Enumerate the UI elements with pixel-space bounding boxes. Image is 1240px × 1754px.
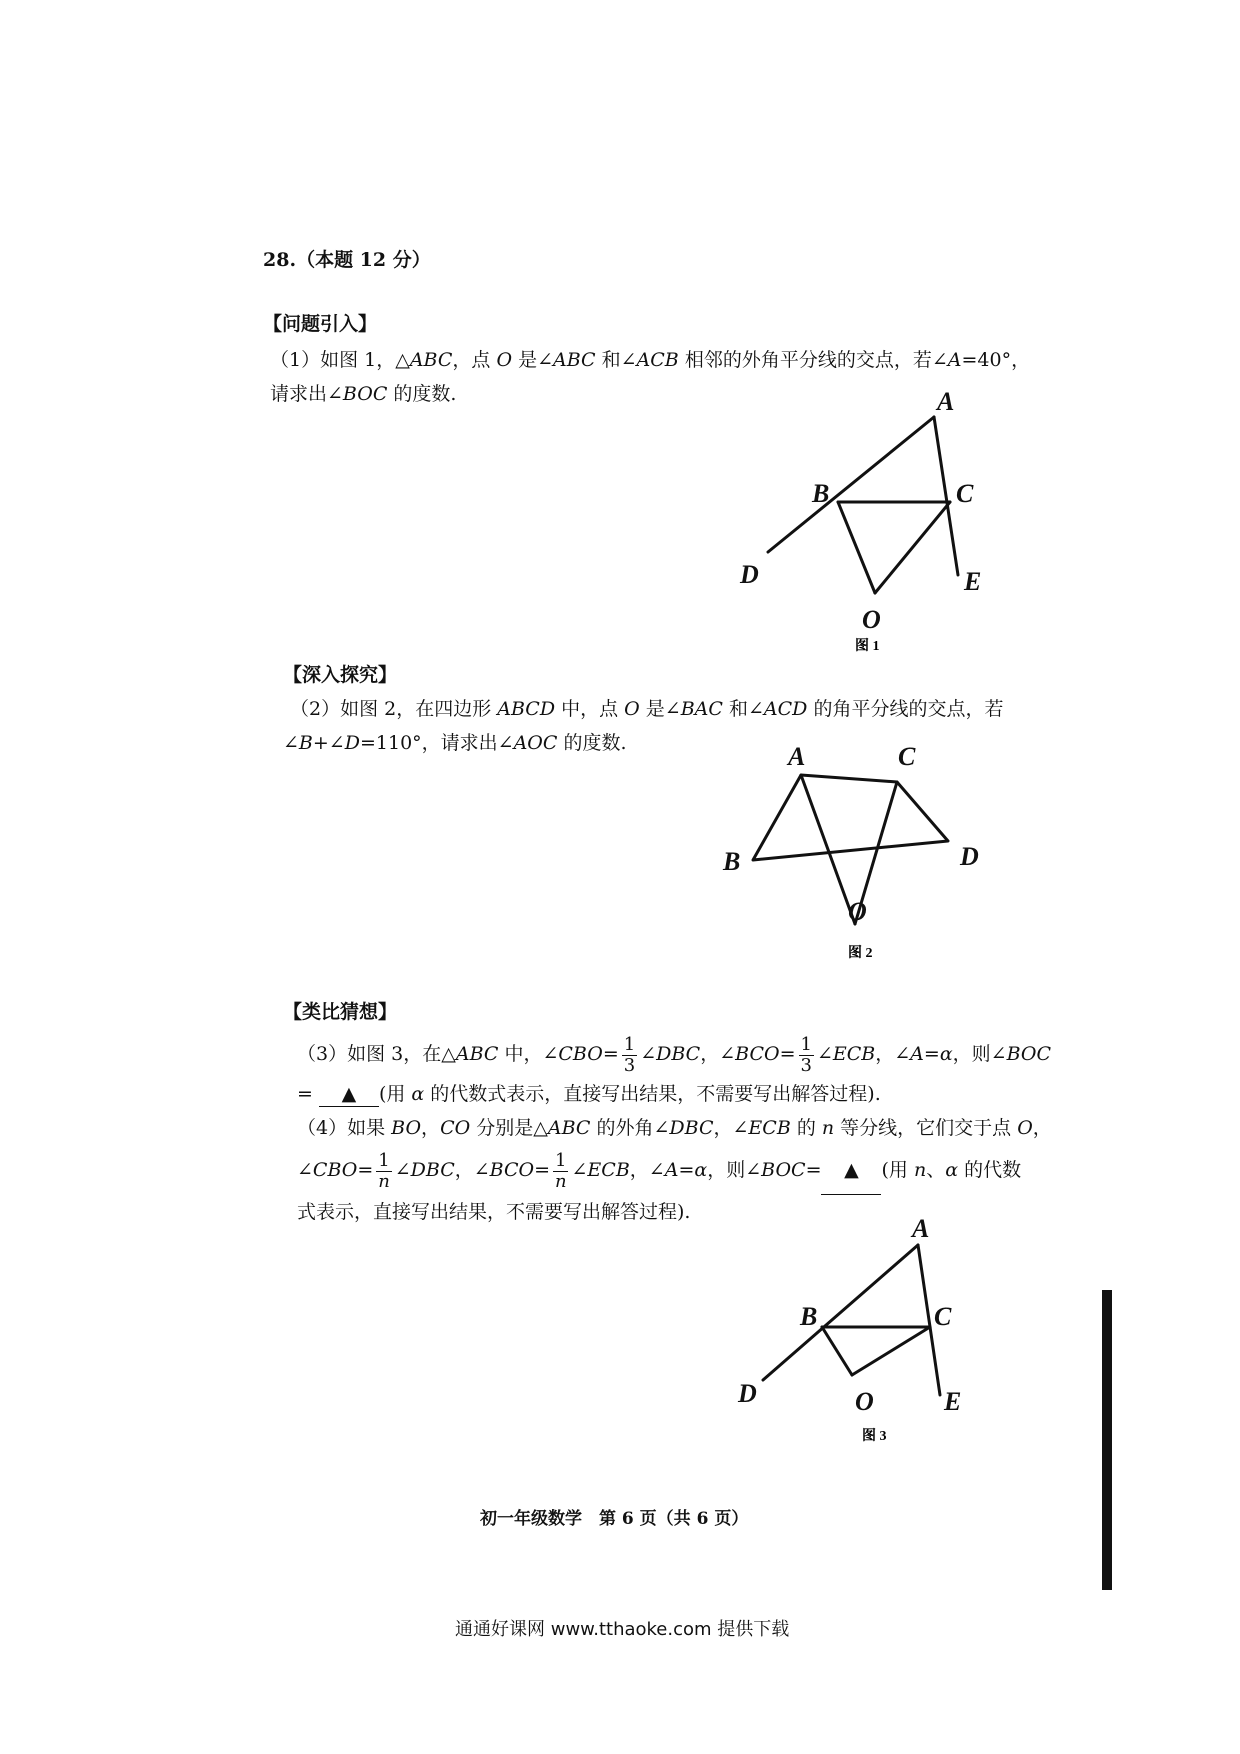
fig1-line-AE: [934, 417, 958, 575]
q3-fraction-2: $\frac{1}{3}$: [800, 1033, 812, 1076]
fig1-label-A: A: [937, 387, 955, 416]
q3-line2: = ▲ (用 α 的代数式表示，直接写出结果，不需要写出解答过程).: [297, 1083, 881, 1105]
q3-fraction-1: $\frac{1}{3}$: [623, 1033, 636, 1076]
fig2-caption: 图 2: [848, 946, 873, 961]
fig3-label-A: A: [912, 1214, 930, 1243]
section2-line2: ∠B+∠D=110°，请求出∠AOC 的度数.: [283, 732, 627, 754]
page-footer: 初一年级数学 第 6 页（共 6 页）: [480, 1509, 749, 1529]
fig2-label-D: D: [960, 842, 979, 871]
fig2-label-B: B: [723, 847, 741, 876]
q4-answer-blank[interactable]: ▲: [821, 1146, 881, 1195]
question-score: （本题 12 分）: [296, 249, 431, 271]
scan-edge-bar: [1102, 1290, 1112, 1590]
fig1-label-E: E: [964, 567, 982, 596]
fig1-line-CO: [875, 502, 950, 593]
fig3-line-AD: [763, 1245, 918, 1380]
figure-2: [715, 735, 1000, 970]
figure-1: [730, 380, 1000, 660]
section2-heading: 【深入探究】: [283, 664, 398, 686]
fig3-label-C: C: [934, 1302, 952, 1331]
fig1-label-D: D: [740, 560, 759, 589]
section3-heading: 【类比猜想】: [283, 1001, 398, 1023]
fig2-quad-ABDC: [753, 775, 948, 860]
fig3-label-E: E: [944, 1387, 962, 1416]
q3-answer-blank[interactable]: ▲: [319, 1082, 379, 1107]
fig2-label-C: C: [898, 742, 916, 771]
fig1-line-BO: [838, 502, 875, 593]
fig3-line-BO: [822, 1327, 852, 1375]
q3-line1: （3）如图 3，在△ABC 中，∠CBO= $\frac{1}{3}$ ∠DBC，∠BCO= $\frac{1}{3}$ ∠ECB，∠A=α，则∠BOC: [297, 1033, 1052, 1076]
section1-heading: 【问题引入】: [263, 313, 378, 335]
fig1-label-C: C: [956, 479, 974, 508]
fig1-caption: 图 1: [855, 639, 880, 654]
q4-fraction-1: $\frac{1}{n}$: [378, 1149, 390, 1192]
q4-line3: 式表示，直接写出结果，不需要写出解答过程).: [297, 1201, 691, 1223]
section1-line1: （1）如图 1，△ABC，点 O 是∠ABC 和∠ACB 相邻的外角平分线的交点，若∠A=40°，: [270, 349, 1031, 371]
question-header: [263, 248, 431, 272]
fig2-label-O: O: [848, 897, 867, 926]
fig1-label-B: B: [812, 479, 830, 508]
section2-line1: （2）如图 2，在四边形 ABCD 中，点 O 是∠BAC 和∠ACD 的角平分线的交点，若: [290, 698, 1004, 720]
download-watermark: 通通好课网 www.tthaoke.com 提供下载: [455, 1619, 790, 1640]
fig3-label-D: D: [738, 1379, 757, 1408]
fig3-line-CO: [852, 1327, 930, 1375]
section1-line2: 请求出∠BOC 的度数.: [270, 383, 457, 405]
q4-line2: ∠CBO= $\frac{1}{n}$ ∠DBC，∠BCO= $\frac{1}{n}$ ∠ECB，∠A=α，则∠BOC= ▲ (用 n、α 的代数: [297, 1146, 1021, 1195]
q4-fraction-2: $\frac{1}{n}$: [554, 1149, 567, 1192]
fig1-label-O: O: [862, 605, 881, 634]
q4-line1: （4）如果 BO，CO 分别是△ABC 的外角∠DBC，∠ECB 的 n 等分线，它们交于点 O，: [297, 1117, 1052, 1139]
fig3-caption: 图 3: [862, 1429, 887, 1444]
fig3-label-O: O: [855, 1387, 874, 1416]
fig3-label-B: B: [800, 1302, 818, 1331]
figure-3: [730, 1210, 1000, 1460]
question-number: 28.: [263, 249, 297, 271]
fig2-label-A: A: [788, 742, 806, 771]
